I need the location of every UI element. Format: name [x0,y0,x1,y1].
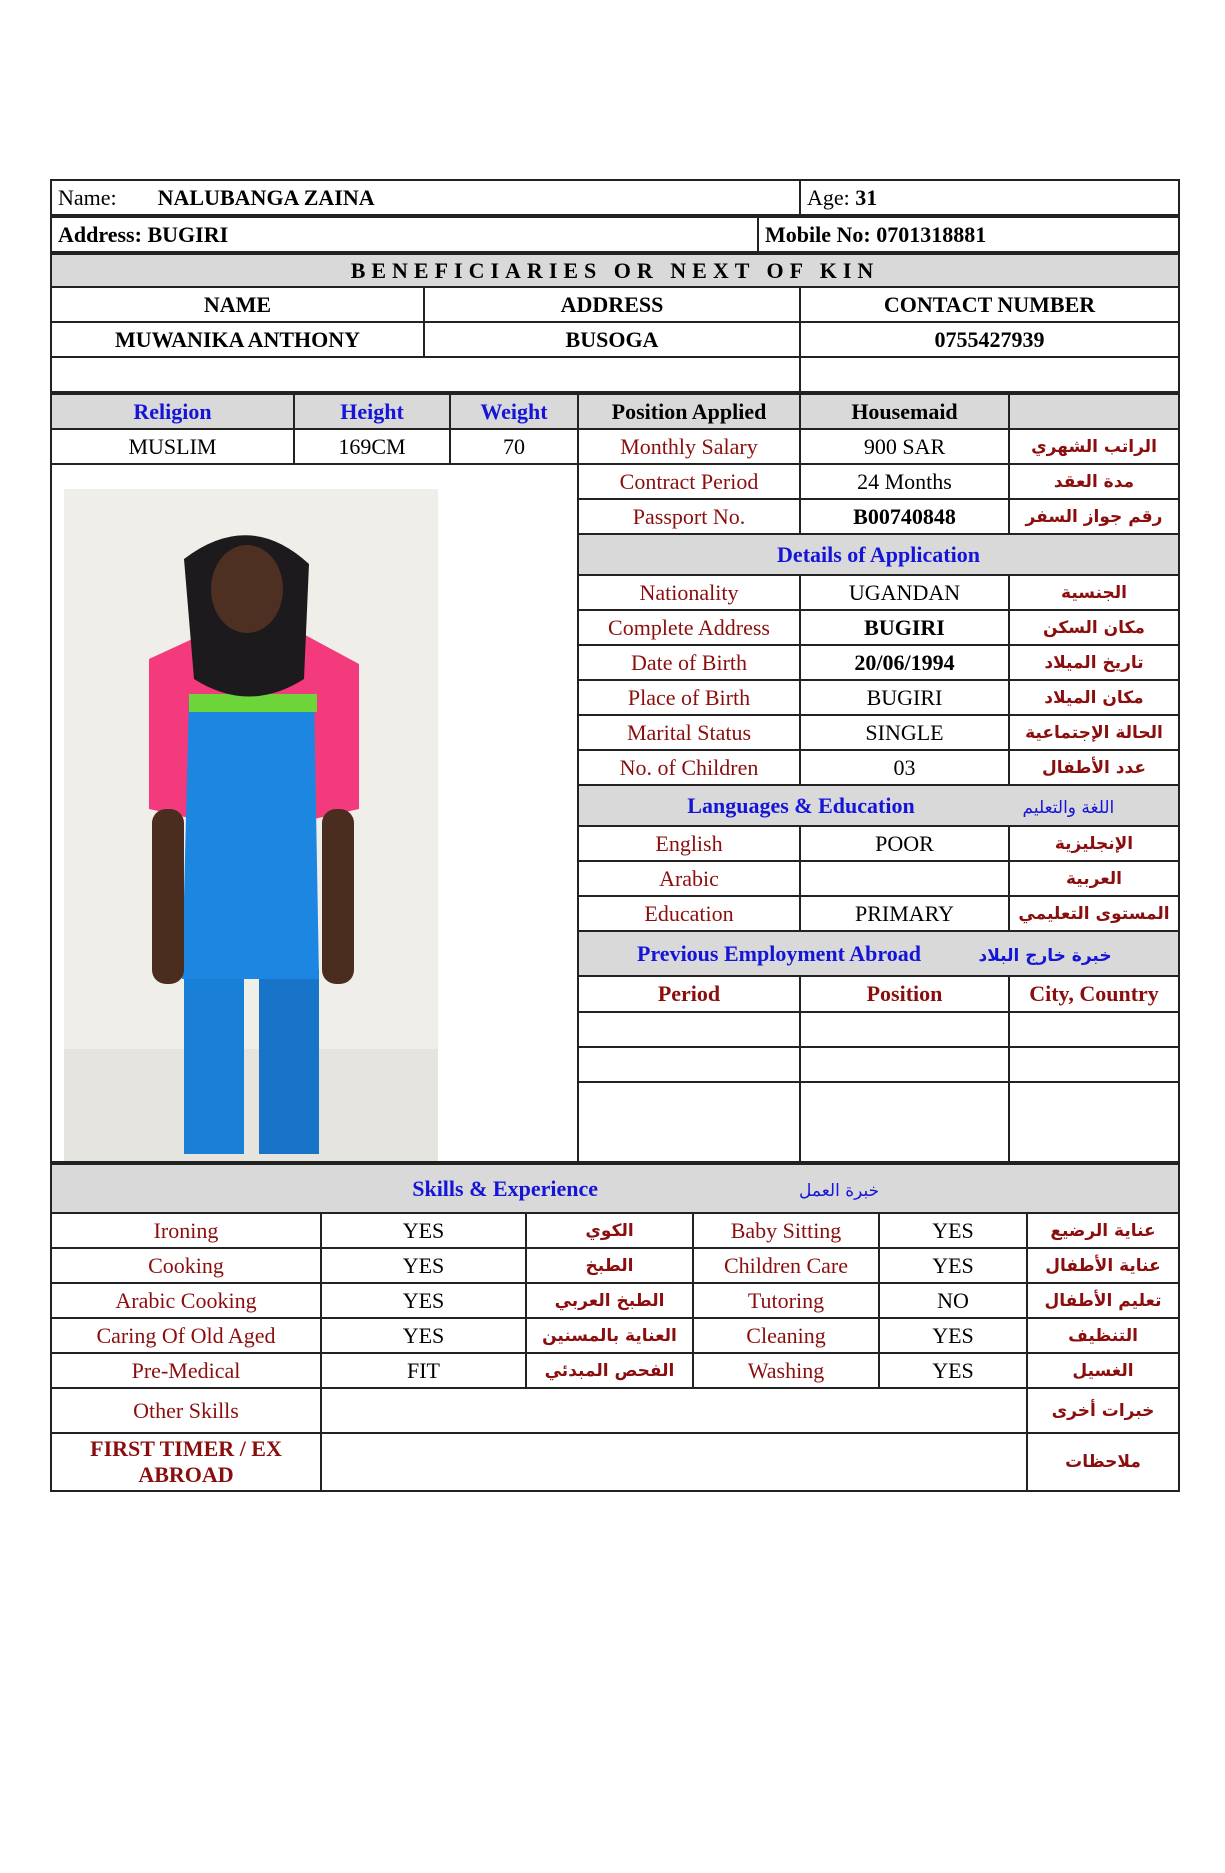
employment-title: Previous Employment Abroad [637,940,921,966]
position-blank [1009,394,1179,429]
employment-cell [1009,1047,1179,1082]
children-label: No. of Children [578,750,800,785]
skill-arabic: عناية الأطفال [1027,1248,1179,1283]
mobile-cell [758,217,1179,252]
kin-blank-right [800,357,1179,392]
employment-col-period: Period [578,976,800,1012]
weight-label: Weight [450,394,578,429]
dob-arabic: تاريخ الميلاد [1009,645,1179,680]
name-value: NALUBANGA ZAINA [157,184,375,210]
position-value: Housemaid [800,394,1009,429]
skill-arabic: العناية بالمسنين [526,1318,693,1353]
arabic-arabic: العربية [1009,861,1179,896]
skill-arabic: الكوي [526,1213,693,1248]
address-label: Address: [58,221,142,247]
skills-table [50,1163,1180,1492]
employment-cell [1009,1012,1179,1047]
languages-title-arabic: اللغة والتعليم [1022,797,1115,818]
photo-cell [51,464,578,1162]
application-form [50,179,1178,1492]
dob-label: Date of Birth [578,645,800,680]
other-skills-label: Other Skills [51,1388,321,1433]
skill-arabic: التنظيف [1027,1318,1179,1353]
education-arabic: المستوى التعليمي [1009,896,1179,931]
skill-arabic: عناية الرضيع [1027,1213,1179,1248]
employment-cell [1009,1082,1179,1162]
pob-label: Place of Birth [578,680,800,715]
nationality-value: UGANDAN [800,575,1009,610]
skill-arabic: الطبخ العربي [526,1283,693,1318]
children-value: 03 [800,750,1009,785]
address-table [50,216,1180,253]
applicant-photo [64,489,438,1162]
pob-value: BUGIRI [800,680,1009,715]
kin-name: MUWANIKA ANTHONY [51,322,424,357]
complete-address-arabic: مكان السكن [1009,610,1179,645]
first-timer-label: FIRST TIMER / EX ABROAD [51,1433,321,1491]
age-value: 31 [855,184,878,210]
kin-col-address: ADDRESS [424,287,800,322]
address-value: BUGIRI [147,221,229,247]
arabic-value [800,861,1009,896]
education-label: Education [578,896,800,931]
marital-label: Marital Status [578,715,800,750]
complete-address-value: BUGIRI [800,610,1009,645]
religion-value: MUSLIM [51,429,294,464]
passport-arabic: رقم جواز السفر [1009,499,1179,534]
english-label: English [578,826,800,861]
kin-col-name: NAME [51,287,424,322]
other-skills-value [321,1388,1027,1433]
employment-cell [800,1012,1009,1047]
details-title: Details of Application [578,534,1179,575]
pob-arabic: مكان الميلاد [1009,680,1179,715]
skill-label: Arabic Cooking [51,1283,321,1318]
skill-arabic: تعليم الأطفال [1027,1283,1179,1318]
skill-value: YES [321,1283,526,1318]
skill-arabic: الطبخ [526,1248,693,1283]
contract-period-label: Contract Period [578,464,800,499]
main-table [50,393,1180,1163]
height-value: 169CM [294,429,450,464]
kin-table [50,253,1180,393]
passport-label: Passport No. [578,499,800,534]
employment-cell [578,1012,800,1047]
arabic-label: Arabic [578,861,800,896]
marital-arabic: الحالة الإجتماعية [1009,715,1179,750]
employment-cell [800,1082,1009,1162]
skill-arabic: الغسيل [1027,1353,1179,1388]
education-value: PRIMARY [800,896,1009,931]
other-skills-arabic: خبرات أخرى [1027,1388,1179,1433]
english-arabic: الإنجليزية [1009,826,1179,861]
name-cell [51,180,800,215]
skill-label: Pre-Medical [51,1353,321,1388]
skill-label: Washing [693,1353,879,1388]
skills-title-arabic: خبرة العمل [799,1180,880,1201]
contract-period-value: 24 Months [800,464,1009,499]
languages-title-row [578,785,1179,826]
skill-value: YES [321,1213,526,1248]
salary-arabic: الراتب الشهري [1009,429,1179,464]
address-cell [51,217,758,252]
english-value: POOR [800,826,1009,861]
employment-cell [578,1047,800,1082]
header-table [50,179,1180,216]
skill-value: NO [879,1283,1027,1318]
kin-title: BENEFICIARIES OR NEXT OF KIN [51,254,1179,287]
mobile-label: Mobile No: [765,221,871,247]
skill-value: YES [879,1318,1027,1353]
religion-label: Religion [51,394,294,429]
complete-address-label: Complete Address [578,610,800,645]
salary-value: 900 SAR [800,429,1009,464]
kin-col-contact: CONTACT NUMBER [800,287,1179,322]
skill-value: YES [321,1248,526,1283]
skill-value: YES [879,1213,1027,1248]
skills-title-row [51,1164,1179,1213]
age-label: Age: [807,184,850,210]
skills-title: Skills & Experience [412,1175,598,1201]
age-cell [800,180,1179,215]
skill-value: YES [879,1353,1027,1388]
children-arabic: عدد الأطفال [1009,750,1179,785]
nationality-arabic: الجنسية [1009,575,1179,610]
dob-value: 20/06/1994 [800,645,1009,680]
employment-cell [800,1047,1009,1082]
skill-value: YES [321,1318,526,1353]
skill-label: Children Care [693,1248,879,1283]
skill-value: YES [879,1248,1027,1283]
employment-col-city: City, Country [1009,976,1179,1012]
skill-label: Ironing [51,1213,321,1248]
marital-value: SINGLE [800,715,1009,750]
employment-title-row [578,931,1179,976]
languages-title: Languages & Education [687,792,915,818]
position-label: Position Applied [578,394,800,429]
name-label: Name: [58,184,117,210]
salary-label: Monthly Salary [578,429,800,464]
employment-col-position: Position [800,976,1009,1012]
passport-value: B00740848 [800,499,1009,534]
remarks-arabic: ملاحظات [1027,1433,1179,1491]
contract-period-arabic: مدة العقد [1009,464,1179,499]
person-illustration [64,489,438,1162]
height-label: Height [294,394,450,429]
kin-contact: 0755427939 [800,322,1179,357]
remarks-value [321,1433,1027,1491]
skill-label: Caring Of Old Aged [51,1318,321,1353]
skill-label: Tutoring [693,1283,879,1318]
employment-cell [578,1082,800,1162]
weight-value: 70 [450,429,578,464]
skill-arabic: الفحص المبدئي [526,1353,693,1388]
skill-label: Baby Sitting [693,1213,879,1248]
kin-address: BUSOGA [424,322,800,357]
nationality-label: Nationality [578,575,800,610]
employment-title-arabic: خبرة خارج البلاد [978,945,1112,966]
skill-value: FIT [321,1353,526,1388]
skill-label: Cleaning [693,1318,879,1353]
skill-label: Cooking [51,1248,321,1283]
kin-blank-left [51,357,800,392]
mobile-value: 0701318881 [876,221,987,247]
